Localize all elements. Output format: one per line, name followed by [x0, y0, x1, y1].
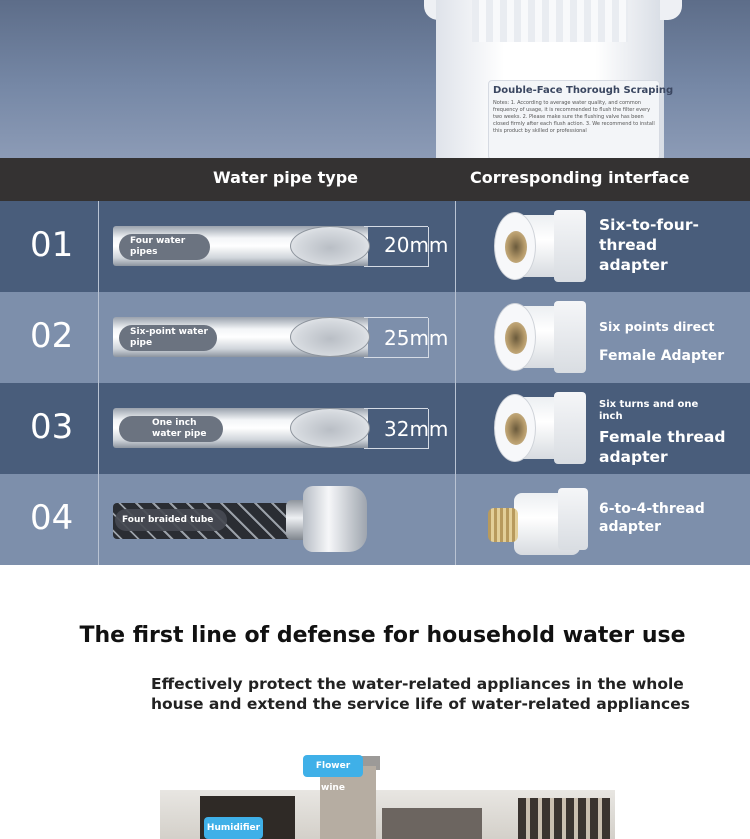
- interface-label-line2: Female thread adapter: [599, 428, 726, 466]
- row-number: 02: [30, 316, 74, 356]
- interface-label: Six-to-four-thread adapter: [599, 216, 699, 274]
- tag-humidifier: Humidifier: [204, 817, 263, 839]
- table-row-01: [0, 201, 750, 292]
- adapter-image: [494, 210, 589, 282]
- dimension-line-top: [364, 317, 428, 318]
- column-divider-1: [98, 201, 99, 565]
- pipe-end: [290, 317, 370, 357]
- row-number: 03: [30, 407, 74, 447]
- adapter-thread: [505, 322, 527, 354]
- house-room-shelves: [518, 798, 610, 839]
- pipe-type-label: Six-point water pipe: [119, 325, 217, 351]
- table-row-03: [0, 383, 750, 474]
- pipe-type-label: Four braided tube: [115, 509, 227, 531]
- dimension-line-bottom: [364, 357, 428, 358]
- pipe-end: [290, 408, 370, 448]
- promo-headline: The first line of defense for household water use: [79, 623, 686, 648]
- filter-ribs: [472, 0, 628, 42]
- hero-banner: [0, 0, 750, 158]
- tag-flower-wine: Flower wine: [303, 755, 363, 777]
- adapter-male-thread: [488, 508, 518, 542]
- pipe-size: 20mm: [384, 233, 449, 257]
- filter-label: [488, 80, 674, 158]
- filter-label-notes: Notes: 1. According to average water quality, and common frequency of usage, it is recommended to flush the filter every two weeks. 2. Please make sure the flushing valve has been closed firmly after each flush action. 3. We recommend to install this product by skilled or professional: [493, 100, 655, 134]
- adapter-face: [494, 303, 536, 371]
- adapter-thread: [505, 413, 527, 445]
- pipe-type-label: Four water pipes: [119, 234, 210, 260]
- dimension-line-top: [364, 226, 428, 227]
- adapter-hex: [558, 488, 588, 550]
- row-number: 01: [30, 225, 74, 265]
- adapter-hex: [554, 392, 586, 464]
- adapter-image: [488, 488, 592, 560]
- adapter-face: [494, 212, 536, 280]
- pipe-size: 32mm: [384, 417, 449, 441]
- column-divider-2: [455, 201, 456, 565]
- table-header: [0, 158, 750, 201]
- pipe-image: [113, 226, 368, 266]
- dimension-line-bottom: [364, 448, 428, 449]
- adapter-image: [494, 301, 589, 373]
- interface-label: 6-to-4-thread adapter: [599, 501, 705, 535]
- header-corresponding-interface: Corresponding interface: [470, 168, 690, 187]
- pipe-type-label: One inch water pipe: [119, 416, 223, 442]
- pipe-image: [113, 317, 368, 357]
- interface-label-line2: Female Adapter: [599, 348, 725, 364]
- header-water-pipe-type: Water pipe type: [213, 168, 359, 187]
- braided-tube-nut: [303, 486, 367, 552]
- adapter-image: [494, 392, 589, 464]
- promo-subline: Effectively protect the water-related appliances in the whole house and extend the service life of water-related appliances: [151, 675, 690, 713]
- interface-label-line1: Six points direct: [599, 319, 715, 334]
- adapter-hex: [554, 210, 586, 282]
- adapter-face: [494, 394, 536, 462]
- interface-label-line1: Six turns and one inch: [599, 399, 699, 422]
- dimension-line-bottom: [364, 266, 428, 267]
- pipe-end: [290, 226, 370, 266]
- adapter-hex: [554, 301, 586, 373]
- pipe-image: [113, 408, 368, 448]
- house-room-middle: [382, 808, 482, 839]
- pipe-size: 25mm: [384, 326, 449, 350]
- filter-label-title: Double-Face Thorough Scraping: [493, 85, 674, 96]
- table-row-04: [0, 474, 750, 565]
- adapter-thread: [505, 231, 527, 263]
- row-number: 04: [30, 498, 74, 538]
- table-row-02: [0, 292, 750, 383]
- dimension-line-top: [364, 408, 428, 409]
- filter-cap-right: [660, 0, 682, 20]
